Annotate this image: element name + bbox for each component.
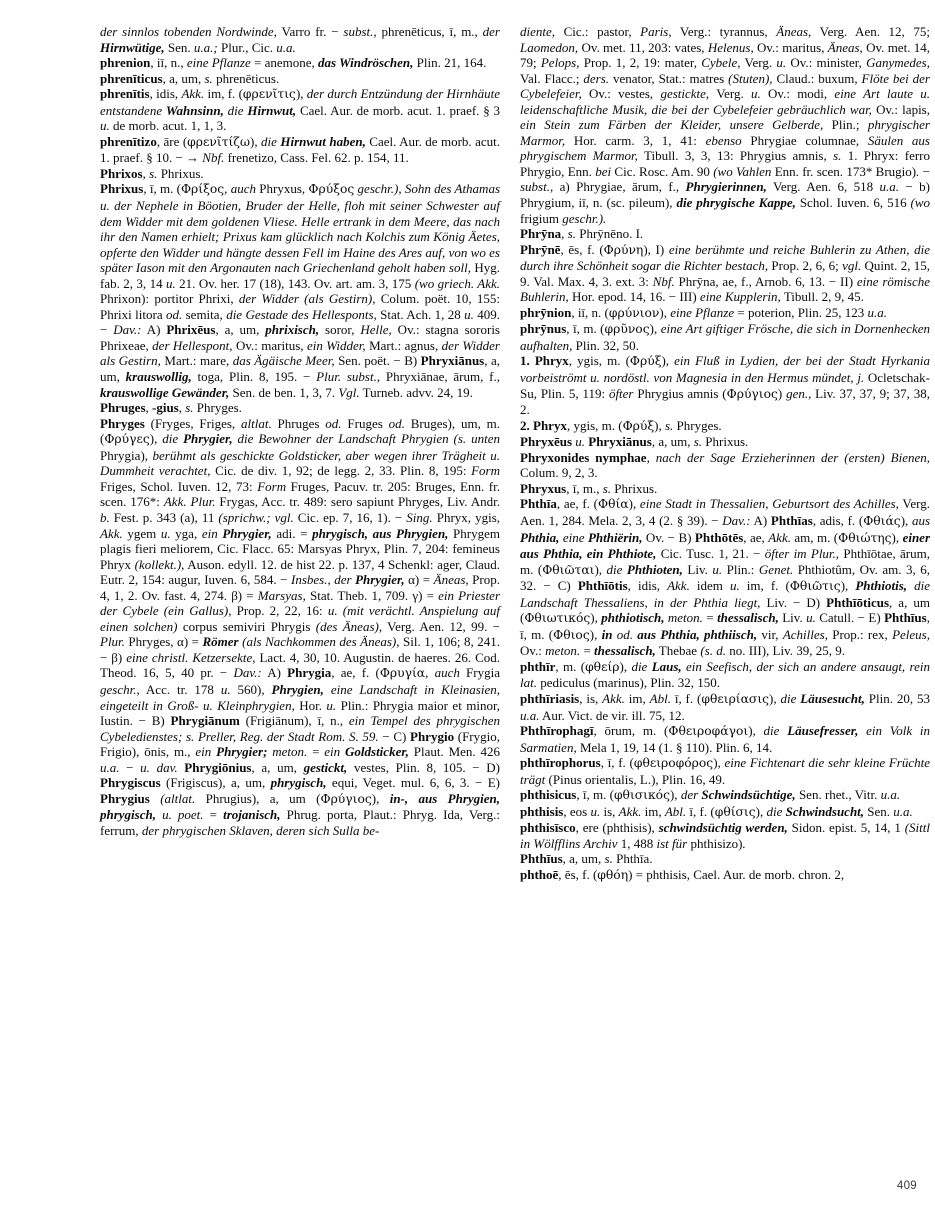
page-columns [100,24,931,884]
dictionary-entry: Phryxēus u. Phryxiānus, a, um, s. Phrixus. [520,434,749,450]
dictionary-entry: 1. Phryx, ygis, m. (Φρύξ), ein Fluß in Lydien, der bei der Stadt Hyrkania vorbeiströmt u. nordöstl. von Magnesia in den Hermus mündet, j. Ocletschak-Su, Plin. 5, 119: öfter Phrygius amnis (Φρύγιος) gen., Liv. 37, 37, 9; 37, 38, 2. [520,353,930,418]
dictionary-entry: phthisicus, ī, m. (φθισικός), der Schwindsüchtige, Sen. rhet., Vitr. u.a. [520,787,901,803]
dictionary-entry: phthisis, eos u. is, Akk. im, Abl. ī, f. (φθίσις), die Schwindsucht, Sen. u.a. [520,803,913,819]
dictionary-entry: Phthīa, ae, f. (Φθία), eine Stadt in Thessalien, Geburtsort des Achilles, Verg. Aen. 1, 284. Mela. 2, 3, 4 (2. § 39). − Dav.: A) Phthīas, adis, f. (Φθιάς), aus Phthia, eine Phthiërin, Ov. − B) Phthōtēs, ae, Akk. am, m. (Φθιώτης), einer aus Phthia, ein Phthiote, Cic. Tusc. 1, 21. − öfter im Plur., Phthīōtae, ārum, m. (Φθιῶται), die Phthioten, Liv. u. Plin.: Genet. Phthiotûm, Ov. am. 3, 6, 32. − C) Phthīōtis, idis, Akk. idem u. im, f. (Φθιῶτις), Phthiotis, die Landschaft Thessaliens, in der Phthia liegt, Liv. − D) Phthīōticus, a, um (Φθιωτικός), phthiotisch, meton. = thessalisch, Liv. u. Catull. − E) Phthīus, ī, m. (Φθιος), in od. aus Phthia, phthiisch, vir, Achilles, Prop.: rex, Peleus, Ov.: meton. = thessalisch, Thebae (s. d. no. III), Liv. 39, 25, 9. [520,496,931,659]
dictionary-entry: Phrixos, s. Phrixus. [100,165,204,181]
dictionary-entry: Phrȳna, s. Phrȳnēno. I. [520,226,644,242]
dictionary-entry: Phthīus, a, um, s. Phthīa. [520,851,653,867]
dictionary-entry: phthisīsco, ere (phthisis), schwindsüchtig werden, Sidon. epist. 5, 14, 1 (Sittl in Wölfflins Archiv 1, 488 ist für phthisizo). [520,820,930,851]
dictionary-entry: 2. Phryx, ygis, m. (Φρύξ), s. Phryges. [520,417,722,433]
left-column [100,24,500,884]
dictionary-entry: phrenion, iī, n., eine Pflanze = anemone, das Windröschen, Plin. 21, 164. [100,55,487,71]
dictionary-entry: Phthīrophagī, ōrum, m. (Φθειροφάγοι), die Läusefresser, ein Volk in Sarmatien, Mela 1, 19, 14 (1. § 110). Plin. 6, 14. [520,723,930,755]
dictionary-entry: diente, Cic.: pastor, Paris, Verg.: tyrannus, Äneas, Verg. Aen. 12, 75; Laomedon, Ov. met. 11, 203: vates, Helenus, Ov.: maritus, Äneas, Ov. met. 14, 79; Pelops, Prop. 1, 2, 19: mater, Cybele, Verg. u. Ov.: minister, Ganymedes, Val. Flacc.; ders. venator, Stat.: matres (Stuten), Claud.: buxum, Flöte bei der Cybelefeier, Ov.: vestes, gestickte, Verg. u. Ov.: modi, eine Art laute u. leidenschaftliche Musik, die bei der Cybelefeier gebräuchlich war, Ov.: lapis, ein Stein zum Färben der Kleider, unsere Gelberde, Plin.; phrygischer Marmor, Hor. carm. 3, 1, 41: ebenso Phrygiae columnae, Säulen aus phrygischem Marmor, Tibull. 3, 3, 13: Phrygius amnis, s. 1. Phryx: ferro Phrygio, Enn. bei Cic. Rosc. Am. 90 (wo Vahlen Enn. fr. scen. 173* Brugio). − subst., a) Phrygiae, ārum, f., Phrygierinnen, Verg. Aen. 6, 518 u.a. − b) Phrygium, iī, n. (sc. pileum), die phrygische Kappe, Schol. Iuven. 6, 516 (wo frigium geschr.). [520,24,930,226]
dictionary-entry: phrȳnus, ī, m. (φρῦνος), eine Art giftiger Frösche, die sich in Dornenhecken aufhalten, Plin. 32, 50. [520,321,930,353]
dictionary-entry: Phrȳnē, ēs, f. (Φρύνη), I) eine berühmte und reiche Buhlerin zu Athen, die durch ihre Schönheit sogar die Richter bestach, Prop. 2, 6, 6; vgl. Quint. 2, 15, 9. Val. Max. 4, 3. ext. 3: Nbf. Phrȳna, ae, f., Arnob. 6, 13. − II) eine römische Buhlerin, Hor. epod. 14, 16. − III) eine Kupplerin, Tibull. 2, 9, 45. [520,241,930,305]
dictionary-entry: Phryges (Fryges, Friges, altlat. Phruges od. Fruges od. Bruges), um, m. (Φρύγες), die Phrygier, die Bewohner der Landschaft Phrygien (s. unten Phrygia), berühmt als geschickte Goldsticker, aber wegen ihrer Trägheit u. Dummheit verachtet, Cic. de div. 1, 92; de legg. 2, 33. Plin. 8, 195: Form Friges, Schol. Iuven. 12, 73: Form Fruges, Pacuv. tr. 205: Bruges, Enn. fr. scen. 176*: Akk. Plur. Frygas, Acc. tr. 489: sero sapiunt Phryges, Liv. Andr. b. Fest. p. 343 (a), 11 (sprichw.; vgl. Cic. ep. 7, 16, 1). − Sing. Phryx, ygis, Akk. ygem u. yga, ein Phrygier, adi. = phrygisch, aus Phrygien, Phrygem plagis fieri meliorem, Cic. Flacc. 65: Marsyas Phryx, Plin. 7, 204: femineus Phryx (kollekt.), Auson. edyll. 12. de hist 22. p. 137, 4 Schenkl: ager, Claud. Eutr. 2, 154: augur, Iuven. 6, 584. − Insbes., der Phrygier, α) = Äneas, Prop. 4, 1, 2. Ov. fast. 4, 274. β) = Marsyas, Stat. Theb. 1, 709. γ) = ein Priester der Cybele (ein Gallus), Prop. 2, 22, 16: u. (mit verächtl. Anspielung auf einen solchen) corpus semiviri Phrygis (des Äneas), Verg. Aen. 12, 99. − Plur. Phryges, α) = Römer (als Nachkommen des Äneas), Sil. 1, 106; 8, 241. − β) eine christl. Ketzersekte, Lact. 4, 30, 10. Augustin. de haeres. 26. Cod. Theod. 16, 5, 40 pr. − Dav.: A) Phrygia, ae, f. (Φρυγία, auch Frygia geschr., Acc. tr. 178 u. 560), Phrygien, eine Landschaft in Kleinasien, eingeteilt in Groß- u. Kleinphrygien, Hor. u. Plin.: Phrygia maior et minor, Iustin. − B) Phrygiānum (Frigiānum), ī, n., ein Tempel des phrygischen Cybeledienstes; s. Preller, Reg. der Stadt Rom. S. 59. − C) Phrygio (Frygio, Frigio), ōnis, m., ein Phrygier; meton. = ein Goldsticker, Plaut. Men. 426 u.a. − u. dav. Phrygiōnius, a, um, gestickt, vestes, Plin. 8, 105. − D) Phrygiscus (Frigiscus), a, um, phrygisch, equi, Veget. mul. 6, 6, 3. − E) Phrygius (altlat. Phrugius), a, um (Φρύγιος), in-, aus Phrygien, phrygisch, u. poet. = trojanisch, Phrug. porta, Plaut.: Phryg. Ida, Verg.: ferrum, der phrygischen Sklaven, deren sich Sulla be- [100,415,501,838]
dictionary-entry: phrȳnion, iī, n. (φρύνιον), eine Pflanze = poterion, Plin. 25, 123 u.a. [520,304,887,320]
dictionary-entry: phthīriasis, is, Akk. im, Abl. ī, f. (φθειρίασις), die Läusesucht, Plin. 20, 53 u.a. Aur. Vict. de vir. ill. 75, 12. [520,690,930,723]
dictionary-entry: der sinnlos tobenden Nordwinde, Varro fr. − subst., phrenēticus, ī, m., der Hirnwütige, Sen. u.a.; Plur., Cic. u.a. [100,24,500,55]
dictionary-entry: phrenīticus, a, um, s. phrenēticus. [100,70,280,86]
dictionary-entry: phthīrophorus, ī, f. (φθειροφόρος), eine Fichtenart die sehr kleine Früchte trägt (Pinus orientalis, L.), Plin. 16, 49. [520,755,930,787]
dictionary-entry: Phrixus, ī, m. (Φρίξος, auch Phryxus, Φρύξος geschr.), Sohn des Athamas u. der Nephele in Böotien, Bruder der Helle, floh mit seiner Schwester auf dem Widder mit dem goldenen Vliese. Helle ertrank in dem Meere, das nach ihr den Namen erhielt; Prixus kam glücklich nach Kolchis zum König Äetes, opferte den Widder und hängte dessen Fell im Haine des Ares auf, von wo es später Iason mit den Argonauten nach Griechenland geholt haben soll, Hyg. fab. 2, 3, 14 u. 21. Ov. her. 17 (18), 143. Ov. art. am. 3, 175 (wo griech. Akk. Phrixon): portitor Phrixi, der Widder (als Gestirn), Colum. poët. 10, 155: Phrixi litora od. semita, die Gestade des Hellesponts, Stat. Ach. 1, 28 u. 409. − Dav.: A) Phrixēus, a, um, phrixisch, soror, Helle, Ov.: stagna sororis Phrixeae, der Hellespont, Ov.: maritus, ein Widder, Mart.: agnus, der Widder als Gestirn, Mart.: mare, das Ägäische Meer, Sen. poët. − B) Phryxiānus, a, um, krauswollig, toga, Plin. 8, 195. − Plur. subst., Phryxiānae, ārum, f., krauswollige Gewänder, Sen. de ben. 1, 3, 7. Vgl. Turneb. advv. 24, 19. [100,181,501,400]
dictionary-entry: Phryxonides nymphae, nach der Sage Erzieherinnen der (ersten) Bienen, Colum. 9, 2, 3. [520,449,930,481]
dictionary-entry: phthīr, m. (φθείρ), die Laus, ein Seefisch, der sich an andere ansaugt, rein lat. pediculus (marinus), Plin. 32, 150. [520,658,930,691]
page-number: 409 [896,1180,917,1192]
dictionary-entry: phrenītis, idis, Akk. im, f. (φρενῖτις), der durch Entzündung der Hirnhäute entstandene Wahnsinn, die Hirnwut, Cael. Aur. de morb. acut. 1. praef. § 3 u. de morb. acut. 1, 1, 3. [100,86,501,134]
right-column [520,24,930,884]
dictionary-entry: Phryxus, ī, m., s. Phrixus. [520,480,658,496]
dictionary-entry: phrenītizo, āre (φρενῖτίζω), die Hirnwut haben, Cael. Aur. de morb. acut. 1. praef. § 10. − → Nbf. frenetizo, Cass. Fel. 62. p. 154, 11. [100,133,501,166]
dictionary-entry: phthoē, ēs, f. (φθόη) = phthisis, Cael. Aur. de morb. chron. 2, [520,866,845,882]
dictionary-entry: Phruges, -gius, s. Phryges. [100,400,242,416]
